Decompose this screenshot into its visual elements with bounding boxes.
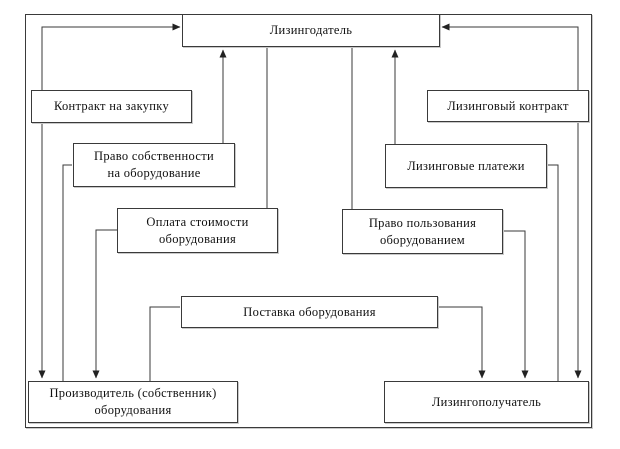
arrow-leasing-contract-to-lessor xyxy=(442,27,578,90)
arrow-delivery-to-lessee xyxy=(438,307,482,378)
node-leasing-contract xyxy=(427,90,589,122)
node-ownership-right xyxy=(73,143,235,187)
node-manufacturer-label-line1: Производитель (собственник) xyxy=(49,386,217,400)
node-leasing-payments xyxy=(385,144,547,188)
node-delivery xyxy=(181,296,438,328)
node-purchase-contract-label: Контракт на закупку xyxy=(53,99,170,113)
node-leasing-payments-label: Лизинговые платежи xyxy=(407,158,525,173)
node-purchase-contract xyxy=(31,90,192,123)
arrow-payment-to-manufacturer xyxy=(96,230,117,378)
arrow-purchase-contract-to-lessor xyxy=(42,27,180,90)
node-delivery-label: Поставка оборудования xyxy=(243,304,376,319)
node-usage-right-label-line2: оборудованием xyxy=(379,232,466,247)
node-payment-label-line1: Оплата стоимости xyxy=(146,214,249,229)
node-lessee xyxy=(384,381,589,423)
node-manufacturer-label-line2: оборудования xyxy=(94,403,172,417)
node-leasing-contract-label: Лизинговый контракт xyxy=(447,98,569,113)
arrow-usage-right-to-lessee xyxy=(503,231,525,378)
line-manufacturer-to-delivery xyxy=(150,307,180,381)
node-lessor xyxy=(182,14,440,47)
node-usage-right xyxy=(342,209,503,254)
node-lessee-label: Лизингополучатель xyxy=(431,394,542,409)
node-payment xyxy=(117,208,278,253)
node-payment-label-line2: оборудования xyxy=(158,231,237,246)
node-lessor-label: Лизингодатель xyxy=(269,23,353,37)
node-manufacturer xyxy=(28,381,238,423)
node-ownership-right-label-line2: на оборудование xyxy=(107,166,201,180)
line-lessee-to-leasing-payments xyxy=(548,165,558,381)
line-manufacturer-to-ownership-right xyxy=(63,165,72,381)
node-ownership-right-label-line1: Право собственности xyxy=(94,149,214,163)
node-usage-right-label-line1: Право пользования xyxy=(368,215,477,230)
